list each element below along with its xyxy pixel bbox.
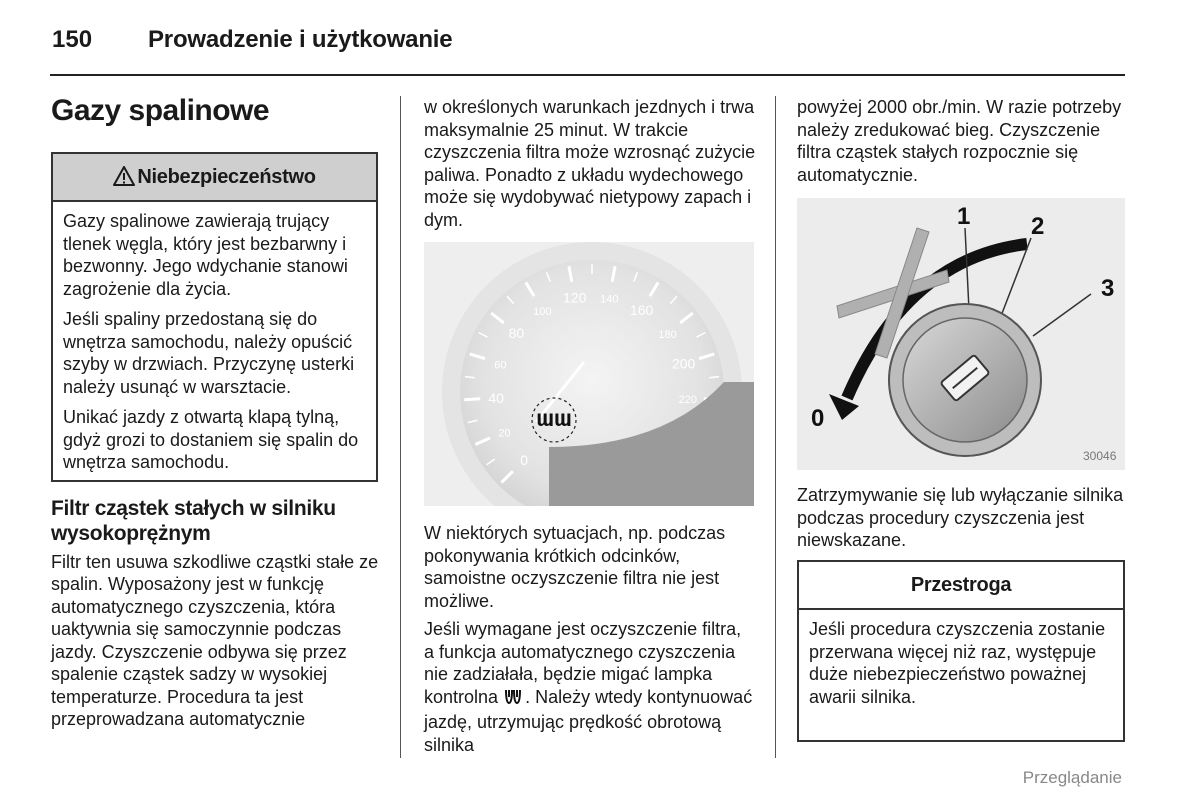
middle-paragraph-2: W niektórych sytuacjach, np. podczas pokonywania krótkich odcinków, samoistne oczyszczenie filtra nie jest możliwe. — [424, 523, 726, 611]
tick-label-20: 20 — [498, 427, 511, 440]
column-divider-2 — [775, 96, 776, 758]
ignition-figure — [797, 198, 1125, 470]
dpf-paragraph: Filtr ten usuwa szkodliwe cząstki stałe ze spalin. Wyposażony jest w funkcję automatycznego czyszczenia, która uaktywnia się samoczynnie podczas jazdy. Czyszczenie odbywa się przez spalenie cząstek sadzy w wysokiej temperaturze. Procedura ta jest przeprowadzana automatycznie — [51, 551, 379, 729]
tick-label-200: 200 — [671, 355, 696, 372]
tick-label-140: 140 — [600, 293, 619, 306]
section-title: Gazy spalinowe — [51, 94, 270, 127]
footer-section-name: Przeglądanie — [1022, 768, 1122, 787]
caution-box — [797, 560, 1125, 742]
position-label-2: 2 — [1031, 213, 1045, 240]
tick-label-180: 180 — [658, 328, 677, 341]
position-label-1: 1 — [957, 203, 971, 230]
figure-id: 30046 — [1083, 449, 1117, 463]
right-column-lower — [797, 484, 1127, 558]
danger-box-title: Niebezpieczeństwo — [137, 166, 316, 188]
tick-label-40: 40 — [488, 389, 504, 406]
danger-paragraph-3: Unikać jazdy z otwartą klapą tylną, gdyż grozi to dostaniem się spalin do wnętrza samochodu. — [63, 407, 359, 472]
glow-plug-inline-icon — [503, 688, 525, 712]
position-label-0: 0 — [811, 405, 825, 432]
middle-paragraph-3-start: Jeśli wymagane jest oczyszczenie filtra, a funkcja automatycznego czyszczenia nie zadziałała, będzie migać lampka kontrolna — [424, 619, 742, 707]
right-column — [797, 96, 1127, 192]
right-paragraph-2: Zatrzymywanie się lub wyłączanie silnika podczas procedury czyszczenia jest niewskazane. — [797, 485, 1124, 550]
tick-label-220: 220 — [678, 393, 698, 406]
header-rule — [50, 74, 1125, 76]
danger-box-header — [53, 154, 376, 202]
caution-box-header: Przestroga — [799, 562, 1123, 610]
middle-column-lower — [424, 522, 756, 762]
ignition-illustration — [797, 198, 1125, 470]
tick-label-120: 120 — [563, 289, 587, 306]
major-tick — [464, 399, 480, 400]
middle-column — [424, 96, 756, 237]
warning-triangle-icon — [113, 157, 135, 203]
danger-paragraph-1: Gazy spalinowe zawierają trujący tlenek węgla, który jest bezbarwny i bezwonny. Jego wdychanie stanowi zagrożenie dla życia. — [63, 211, 348, 299]
page-number: 150 — [52, 26, 93, 53]
danger-paragraph-2: Jeśli spaliny przedostaną się do wnętrza samochodu, należy opuścić szyby w drzwiach. Przyczynę usterki należy usunąć w warsztacie. — [63, 309, 355, 397]
tick-label-160: 160 — [629, 301, 654, 318]
svg-text:ƜƜ: ƜƜ — [536, 411, 572, 431]
speedometer-illustration — [424, 242, 754, 506]
tick-label-0: 0 — [520, 451, 529, 468]
tick-label-60: 60 — [494, 359, 507, 372]
danger-box-body — [53, 202, 376, 480]
caution-box-body: Jeśli procedura czyszczenia zostanie przerwana więcej niż raz, występuje duże niebezpieczeństwo poważnej awarii silnika. — [809, 619, 1106, 707]
speedometer-figure — [424, 242, 754, 506]
middle-paragraph-3-end: . Należy wtedy kontynuować jazdę, utrzymując prędkość obrotową silnika — [424, 686, 753, 755]
left-column — [51, 94, 379, 737]
subsection-title: Filtr cząstek stałych w silniku wysokoprężnym — [51, 496, 336, 545]
middle-paragraph-1: w określonych warunkach jezdnych i trwa maksymalnie 25 minut. W trakcie czyszczenia filtra może wzrosnąć zużycie paliwa. Ponadto z układu wydechowego może się wydobywać nietypowy zapach i dym. — [424, 97, 756, 230]
tick-label-100: 100 — [533, 305, 552, 318]
middle-paragraph-3 — [424, 618, 756, 756]
chapter-title: Prowadzenie i użytkowanie — [148, 26, 453, 53]
column-divider-1 — [400, 96, 401, 758]
danger-box — [51, 152, 378, 482]
tick-label-80: 80 — [508, 324, 525, 341]
right-paragraph-1: powyżej 2000 obr./min. W razie potrzeby należy zredukować bieg. Czyszczenie filtra cząstek stałych rozpocznie się automatycznie. — [797, 97, 1122, 185]
position-label-3: 3 — [1101, 275, 1115, 302]
